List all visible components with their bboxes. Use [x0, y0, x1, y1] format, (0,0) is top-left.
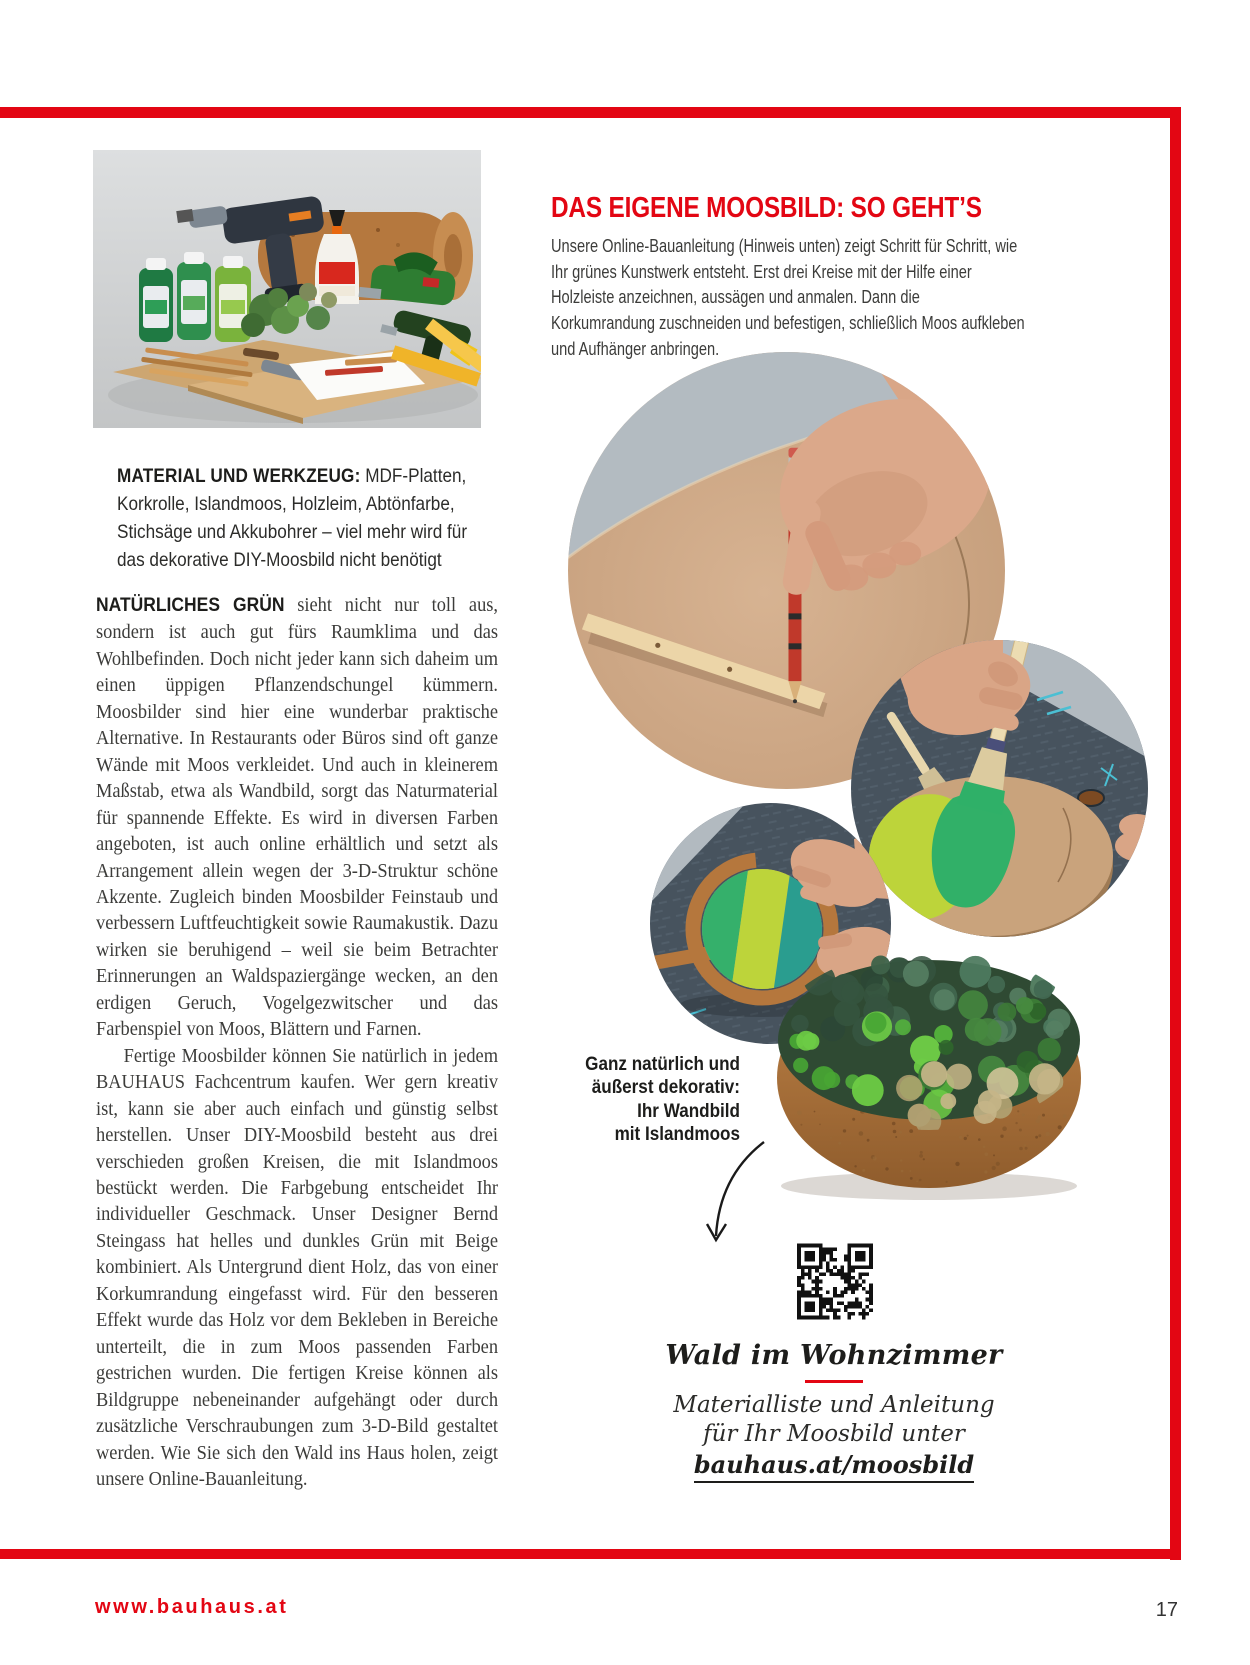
- qr-code: [790, 1235, 880, 1328]
- howto-intro: Unsere Online-Bauanleitung (Hinweis unten) zeigt Schritt für Schritt, wie Ihr grünes Kunstwerk entsteht. Erst drei Kreise mit der Hilfe einer Holzleiste anzeichnen, aussägen und anmalen. Dann die Korkumrandung zuschneiden und befestigen, schließlich Moos aufkleben und Aufhänger anbringen.: [551, 235, 1025, 359]
- moss-caption-line: äußerst dekorativ:: [591, 1077, 740, 1099]
- article-paragraph-1: [96, 592, 498, 1043]
- step-photo-paint-circle: [851, 640, 1148, 937]
- page-frame-bottom: [0, 1549, 1181, 1559]
- howto-headline: DAS EIGENE MOOSBILD: SO GEHT’S: [551, 192, 982, 224]
- article-paragraph-1-text: sieht nicht nur toll aus, sondern ist auch gut fürs Raumklima und das Wohlbefinden. Doch nicht jeder kann sich daheim um einen üppigen Pflanzendschungel kümmern. Moosbilder sind hier eine wunderbar praktische Alternative. In Restaurants oder Büros sind oft ganze Wände mit Moos verkleidet. Und auch in kleinerem Maßstab, etwa als Wandbild, sorgt das Naturmaterial für spannende Effekte. Es wird in diversen Farben angeboten, ist auch online erhältlich und setzt als Arrangement allein wegen der 3-D-Struktur schöne Akzente. Zugleich binden Moosbilder Feinstaub und verbessern Luftfeuchtigkeit sowie Raumakustik. Dazu wirken sie beruhigend – weil sie beim Betrachter Erinnerungen an Waldspaziergänge wecken, an den erdigen Geruch, Vogelgezwitscher und das Farbenspiel von Moos, Blättern und Farnen.: [96, 594, 499, 1041]
- page-number: 17: [1155, 1599, 1178, 1621]
- materials-photo: [93, 150, 481, 428]
- promo-title: Wald im Wohnzimmer: [665, 1340, 1003, 1371]
- moss-caption-line: mit Islandmoos: [614, 1123, 740, 1145]
- article-body: [96, 592, 498, 1492]
- curved-arrow-icon: [700, 1136, 780, 1258]
- promo-line-2: für Ihr Moosbild unter: [703, 1420, 965, 1447]
- materials-caption-text: MDF-Platten, Korkrolle, Islandmoos, Holzleim, Abtönfarbe, Stichsäge und Akkubohrer – viel mehr wird für das dekorative DIY-Moosbild nicht benötigt: [117, 464, 468, 571]
- promo-link[interactable]: bauhaus.at/moosbild: [694, 1450, 974, 1483]
- footer-url[interactable]: www.bauhaus.at: [95, 1596, 289, 1618]
- materials-caption-lead: MATERIAL UND WERKZEUG:: [117, 464, 361, 487]
- page-frame-top: [0, 107, 1181, 118]
- promo-block: [658, 1340, 1010, 1483]
- moss-caption: [560, 1053, 740, 1146]
- moss-caption-line: Ihr Wandbild: [637, 1100, 740, 1122]
- qr-code-graphic: [790, 1235, 880, 1328]
- promo-line-1: Materialliste und Anleitung: [673, 1392, 995, 1418]
- article-paragraph-2: Fertige Moosbilder können Sie natürlich in jedem BAUHAUS Fachcentrum kaufen. Wer gern kreativ ist, kann sie aber auch einfach und günstig selbst herstellen. Unser DIY-Moosbild besteht aus drei verschieden großen Kreisen, die mit Islandmoos bestückt werden. Die Farbgebung entscheidet Ihr individueller Geschmack. Unser Designer Bernd Steingass hat helles und dunkles Grün mit Beige kombiniert. Als Untergrund dient Holz, das von einer Korkumrandung eingefasst wird. Für den besseren Effekt wurde das Holz vor dem Bekleben in Bereiche unterteilt, die in zum Moos passenden Farben gestrichen wurden. Die fertigen Kreise können als Bildgruppe nebeneinander aufgehängt oder durch zusätzliche Verschraubungen zum 3-D-Bild gestaltet werden. Wie Sie sich den Wald ins Haus holen, zeigt unsere Online-Bauanleitung.: [96, 1044, 499, 1490]
- paint-bottles: [139, 252, 251, 342]
- moss-bowl-illustration: [763, 928, 1095, 1206]
- article-lead-in: NATÜRLICHES GRÜN: [96, 595, 285, 616]
- step2-illustration: [851, 640, 1148, 937]
- moss-caption-line: Ganz natürlich und: [585, 1054, 740, 1075]
- moss-bowl-photo: [763, 928, 1095, 1206]
- materials-photo-illustration: [93, 150, 481, 428]
- materials-caption: [117, 462, 469, 574]
- promo-divider: [805, 1380, 863, 1383]
- page-frame-right: [1170, 107, 1181, 1560]
